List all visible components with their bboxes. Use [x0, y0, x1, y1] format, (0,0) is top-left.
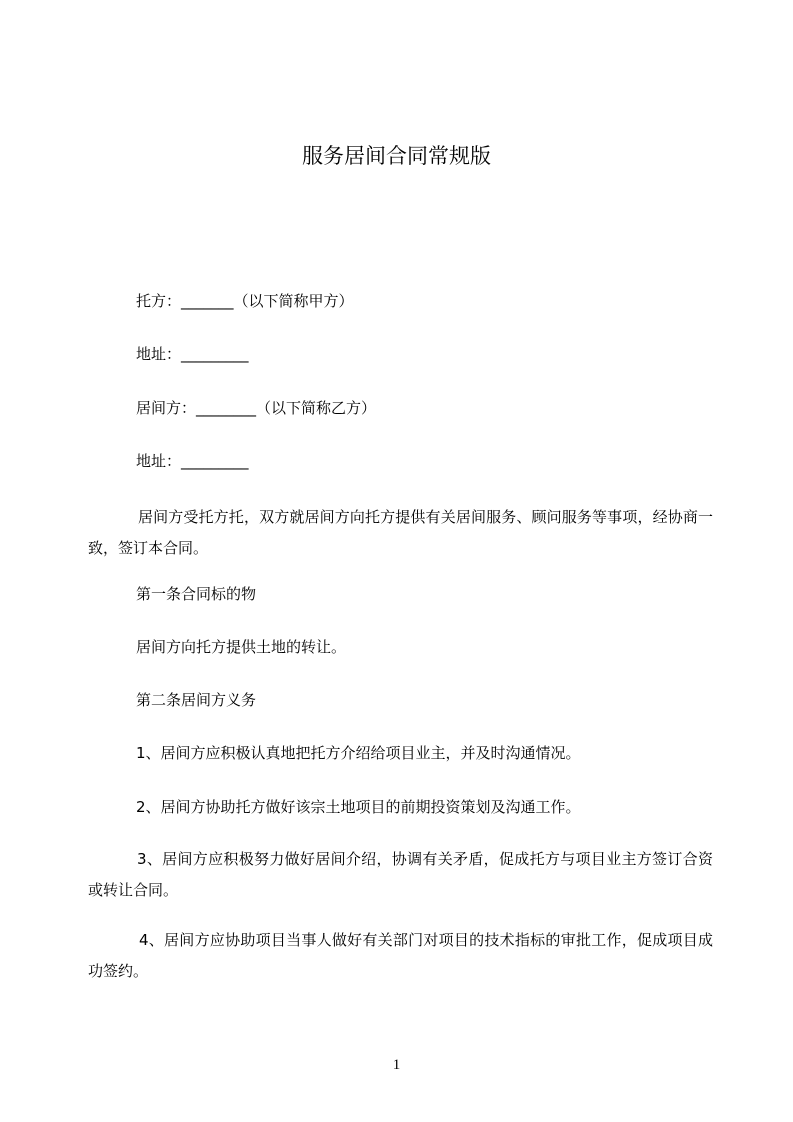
intermediary-line: 居间方：________（以下简称乙方） [136, 399, 377, 417]
article2-heading: 第二条居间方义务 [136, 691, 257, 709]
article1-body: 居间方向托方提供土地的转让。 [136, 638, 347, 656]
obligation-item-1: 1、居间方应积极认真地把托方介绍给项目业主，并及时沟通情况。 [136, 744, 581, 762]
page-number: 1 [392, 1057, 401, 1073]
intermediary-address-line: 地址：_________ [136, 452, 249, 470]
document-title: 服务居间合同常规版 [302, 144, 491, 168]
obligation-item-4: 4、居间方应协助项目当事人做好有关部门对项目的技术指标的审批工作，促成项目成功签约。 [88, 931, 713, 980]
principal-address-line: 地址：_________ [136, 345, 249, 363]
article1-heading: 第一条合同标的物 [136, 585, 257, 603]
obligation-item-2: 2、居间方协助托方做好该宗土地项目的前期投资策划及沟通工作。 [136, 798, 581, 816]
preamble-paragraph: 居间方受托方托，双方就居间方向托方提供有关居间服务、顾问服务等事项，经协商一致，签订本合同。 [88, 508, 713, 557]
obligation-item-3: 3、居间方应积极努力做好居间介绍，协调有关矛盾，促成托方与项目业主方签订合资或转让合同。 [88, 850, 713, 899]
principal-line: 托方：_______（以下简称甲方） [136, 292, 354, 310]
